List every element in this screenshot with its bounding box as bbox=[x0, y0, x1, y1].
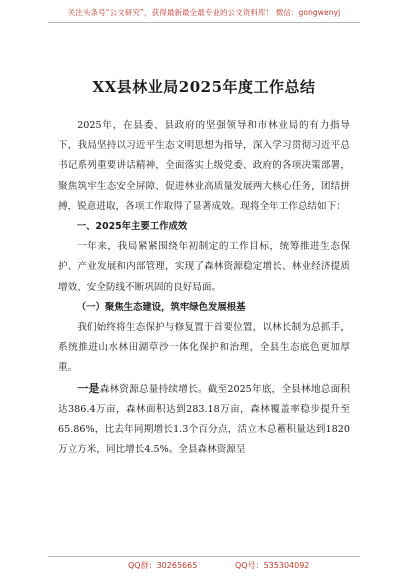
page-footer bbox=[0, 556, 408, 574]
document-body bbox=[58, 116, 350, 460]
footer-divider bbox=[48, 556, 360, 557]
header-notice: 关注头条号“公文研究”，获得最新最全最专业的公文资料库！ 微信：gongwenyj bbox=[67, 8, 341, 17]
point-text: 森林资源总量持续增长。截至2025年底，全县林地总面积达386.4万亩，森林面积达到283.18万亩，森林覆盖率稳步提升至65.86%，比去年同期增长1.3个百分点，活立木总蓄积量达到1820万立方米，同比增长4.5%。全县森林资源呈 bbox=[58, 383, 351, 456]
subsection-paragraph: 我们始终将生态保护与修复置于首要位置，以林长制为总抓手，系统推进山水林田湖草沙一体化保护和治理，全县生态底色更加厚重。 bbox=[58, 322, 350, 374]
intro-paragraph: 2025年，在县委、县政府的坚强领导和市林业局的有力指导下，我局坚持以习近平生态文明思想为指导，深入学习贯彻习近平总书记系列重要讲话精神，全面落实上级党委、政府的各项决策部署，聚焦筑牢生态安全屏障、促进林业高质量发展两大核心任务，团结拼搏，锐意进取，各项工作取得了显著成效。现将全年工作总结如下： bbox=[58, 120, 350, 212]
header-divider bbox=[48, 22, 360, 23]
qq-number-text: QQ号：535304092 bbox=[235, 561, 310, 570]
document-title: XX县林业局2025年度工作总结 bbox=[92, 78, 316, 96]
point-paragraph bbox=[58, 379, 350, 461]
subsection-heading: （一）聚焦生态建设，筑牢绿色发展根基 bbox=[76, 301, 246, 313]
section-paragraph: 一年来，我局紧紧围绕年初制定的工作目标，统筹推进生态保护、产业发展和内部管理，实现了森林资源稳定增长、林业经济提质增效、安全防线不断巩固的良好局面。 bbox=[58, 241, 350, 293]
qq-group-text: QQ群：30265665 bbox=[128, 561, 198, 570]
section-heading: 一、2025年主要工作成效 bbox=[76, 221, 188, 233]
point-lead: 一是 bbox=[77, 381, 100, 395]
